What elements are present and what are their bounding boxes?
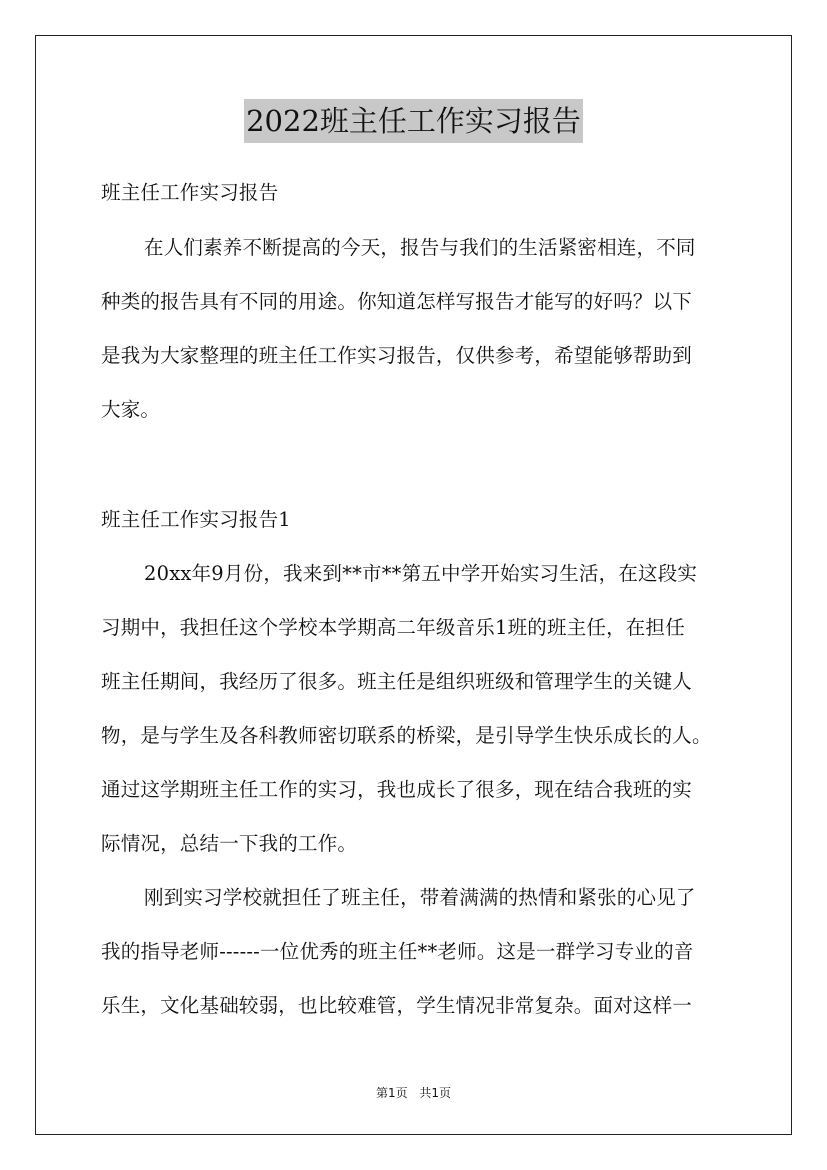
paragraph-line: 物，是与学生及各科教师密切联系的桥梁，是引导学生快乐成长的人。 (101, 724, 712, 747)
paragraph-line: 乐生，文化基础较弱，也比较难管，学生情况非常复杂。面对这样一 (101, 994, 693, 1017)
intro-line: 是我为大家整理的班主任工作实习报告，仅供参考，希望能够帮助到 (101, 344, 693, 367)
page-total: 共1页 (419, 1086, 452, 1100)
page-number: 第1页 (375, 1086, 408, 1100)
paragraph-line: 通过这学期班主任工作的实习，我也成长了很多，现在结合我班的实 (101, 778, 693, 801)
paragraph-line: 我的指导老师------一位优秀的班主任**老师。这是一群学习专业的音 (101, 940, 694, 963)
intro-line: 大家。 (101, 398, 161, 421)
section-heading: 班主任工作实习报告 (101, 181, 279, 204)
page-footer (0, 1084, 827, 1101)
intro-line: 在人们素养不断提高的今天，报告与我们的生活紧密相连，不同 (144, 236, 696, 259)
paragraph-line: 际情况，总结一下我的工作。 (101, 832, 358, 855)
document-title (0, 99, 827, 143)
paragraph-line: 20xx年9月份，我来到**市**第五中学开始实习生活，在这段实 (144, 562, 698, 585)
document-title-text: 2022班主任工作实习报告 (244, 99, 583, 143)
paragraph-line: 班主任期间，我经历了很多。班主任是组织班级和管理学生的关键人 (101, 670, 693, 693)
section-heading: 班主任工作实习报告1 (101, 508, 291, 531)
paragraph-line: 习期中，我担任这个学校本学期高二年级音乐1班的班主任，在担任 (101, 616, 685, 639)
paragraph-line: 刚到实习学校就担任了班主任，带着满满的热情和紧张的心见了 (144, 886, 696, 909)
intro-line: 种类的报告具有不同的用途。你知道怎样写报告才能写的好吗？以下 (101, 290, 693, 313)
